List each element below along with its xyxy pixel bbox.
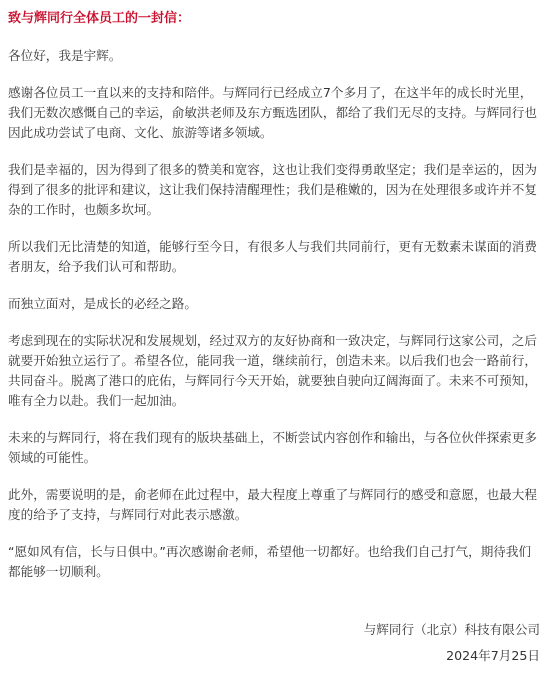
paragraph-future: 未来的与辉同行，将在我们现有的版块基础上，不断尝试内容创作和输出，与各位伙伴探索更多领域的可能性。 [8, 430, 537, 465]
paragraph-greeting: 各位好，我是宇辉。 [8, 48, 122, 63]
paragraph-closing: “愿如风有信，长与日俱中。”再次感谢俞老师，希望他一切都好。也给我们自己打气，期待我们都能够一切顺利。 [8, 544, 532, 579]
paragraph-thanks: 感谢各位员工一直以来的支持和陪伴。与辉同行已经成立7个多月了，在这半年的成长时光里，我们无数次感慨自己的幸运，俞敏洪老师及东方甄选团队，都给了我们无尽的支持。与辉同行也因此成功尝试了电商、文化、旅游等诸多领域。 [8, 85, 537, 140]
signature-date: 2024年7月25日 [446, 648, 540, 663]
paragraph-note: 此外，需要说明的是，俞老师在此过程中，最大程度上尊重了与辉同行的感受和意愿，也最大程度的给予了支持，与辉同行对此表示感激。 [8, 487, 537, 522]
paragraph-decision: 考虑到现在的实际状况和发展规划，经过双方的友好协商和一致决定，与辉同行这家公司，之后就要开始独立运行了。希望各位，能同我一道，继续前行，创造未来。以后我们也会一路前行，共同奋斗。脱离了港口的庇佑，与辉同行今天开始，就要独自驶向辽阔海面了。未来不可预知，唯有全力以赴。我们一起加油。 [8, 333, 537, 408]
letter-title: 致与辉同行全体员工的一封信： [8, 11, 191, 26]
paragraph-independence: 而独立面对，是成长的必经之路。 [8, 296, 197, 311]
paragraph-reflection: 我们是幸福的，因为得到了很多的赞美和宽容，这也让我们变得勇敢坚定；我们是幸运的，因为得到了很多的批评和建议，这让我们保持清醒理性；我们是稚嫩的，因为在处理很多或许并不复杂的工作时，也颇多坎坷。 [8, 162, 537, 217]
signature-block [364, 620, 540, 672]
signature-company: 与辉同行（北京）科技有限公司 [363, 622, 540, 637]
paragraph-gratitude: 所以我们无比清楚的知道，能够行至今日，有很多人与我们共同前行，更有无数素未谋面的消费者朋友，给予我们认可和帮助。 [8, 239, 537, 274]
